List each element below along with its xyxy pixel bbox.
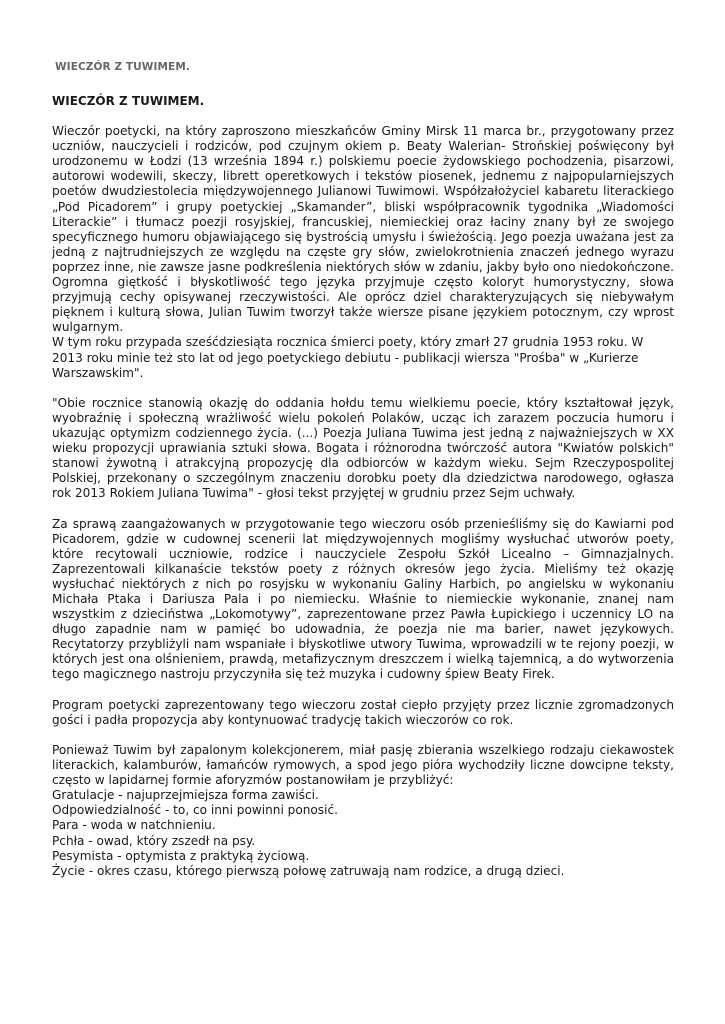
aphorism-item: Pchła - owad, który zszedł na psy. [52,833,256,848]
article-body [52,94,674,879]
paragraph-anniversary: W tym roku przypada sześćdziesiąta rocznica śmierci poety, który zmarł 27 grudnia 1953 roku. W 2013 roku minie też sto lat od jego poetyckiego debiutu - publikacji wiersza "Prośba" w „Kurierze Warszawskim". [52,335,644,380]
aphorism-item: Para - woda w natchnieniu. [52,818,216,833]
paragraph-program: Program poetycki zaprezentowany tego wieczoru został ciepło przyjęty przez licznie zgromadzonych gości i padła propozycja aby kontynuować tradycję takich wieczorów co rok. [52,697,674,727]
paragraph-evening: Za sprawą zaangażowanych w przygotowanie tego wieczoru osób przenieśliśmy się do Kawiarni pod Picadorem, gdzie w cudownej scenerii lat międzywojennych mogliśmy wysłuchać utworów poety, które recytowali uczniowie, rodzice i nauczyciele Zespołu Szkół Licealno – Gimnazjalnych. Zaprezentowali kilkanaście tekstów poety z różnych okresów jego życia. Mieliśmy też okazję wysłuchać niektórych z nich po rosyjsku w wykonaniu Galiny Harbich, po angielsku w wykonaniu Michała Ptaka i Dariusza Pala i po niemiecku. Właśnie to niemieckie wykonanie, znanej nam wszystkim z dzieciństwa „Lokomotywy”, zaprezentowane przez Pawła Łupickiego i uczennicy LO na długo zapadnie nam w pamięć bo udowadnia, że poezja nie ma barier, nawet językowych. Recytatorzy przybliżyli nam wspaniałe i błyskotliwe utwory Tuwima, wprowadzili w te rejony poezji, w których jest ona olśnieniem, prawdą, metafizycznym dreszczem i wielką tajemnicą, a do wytworzenia tego magicznego nastroju przyczyniła się też muzyka i cudowny śpiew Beaty Firek. [52,516,674,682]
paragraph-aphorisms-intro: Ponieważ Tuwim był zapalonym kolekcjonerem, miał pasję zbierania wszelkiego rodzaju ciekawostek literackich, kalamburów, łamańców rymowych, a spod jego pióra wychodziły liczne dowcipne teksty, często w lapidarnej formie aforyzmów postanowiłam je przybliżyć: [52,742,674,788]
aphorism-item: Życie - okres czasu, którego pierwszą połowę zatruwają nam rodzice, a drugą dzieci. [52,863,565,878]
paragraph-intro: Wieczór poetycki, na który zaproszono mieszkańców Gminy Mirsk 11 marca br., przygotowany przez uczniów, nauczycieli i rodziców, pod czujnym okiem p. Beaty Walerian- Strońskiej poświęcony był urodzonemu w Łodzi (13 września 1894 r.) polskiemu poecie żydowskiego pochodzenia, pisarzowi, autorowi wodewili, skeczy, librett operetkowych i tekstów piosenek, jednemu z najpopularniejszych poetów dwudziestolecia międzywojennego Julianowi Tuwimowi. Współzałożyciel kabaretu literackiego „Pod Picadorem” i grupy poetyckiej „Skamander”, bliski współpracownik tygodnika „Wiadomości Literackie” i tłumacz poezji rosyjskiej, francuskiej, niemieckiej oraz łaciny znany był ze swojego specyficznego humoru objawiającego się bystrością umysłu i świeżością. Jego poezja uważana jest za jedną z najtrudniejszych ze względu na częste gry słów, zwielokrotnienia znaczeń jednego wyrazu poprzez inne, nie zawsze jasne podkreślenia niektórych słów w zdaniu, jakby było ono niedokończone. Ogromna giętkość i błyskotliwość tego języka przyjmuje często koloryt humorystyczny, słowa przyjmują cechy opisywanej rzeczywistości. Ale oprócz dziel charakteryzujących się niebywałym pięknem i kulturą słowa, Julian Tuwim tworzył także wiersze pisane językiem potocznym, czy wprost wulgarnym. [52,124,674,335]
aphorism-item: Pesymista - optymista z praktyką życiową. [52,848,310,863]
aphorism-item: Odpowiedzialność - to, co inni powinni ponosić. [52,803,338,818]
paragraph-sejm-quote: "Obie rocznice stanowią okazję do oddania hołdu temu wielkiemu poecie, który kształtował język, wyobraźnię i społeczną wrażliwość wielu pokoleń Polaków, ucząc ich zarazem poczucia humoru i ukazując optymizm codziennego życia. (...) Poezja Juliana Tuwima jest jedną z najważniejszych w XX wieku propozycji uprawiania sztuki słowa. Bogata i różnorodna twórczość autora "Kwiatów polskich" stanowi żywotną i atrakcyjną propozycję dla odbiorców w każdym wieku. Sejm Rzeczypospolitej Polskiej, przekonany o szczególnym znaczeniu dorobku poety dla dziedzictwa narodowego, ogłasza rok 2013 Rokiem Juliana Tuwima" - głosi tekst przyjętej w grudniu przez Sejm uchwały. [52,395,674,501]
aphorism-list [52,788,674,879]
aphorism-item: Gratulacje - najuprzejmiejsza forma zawiści. [52,788,319,803]
article-title: WIECZÓR Z TUWIMEM. [52,94,205,108]
page-header: WIECZÓR Z TUWIMEM. [55,61,190,73]
